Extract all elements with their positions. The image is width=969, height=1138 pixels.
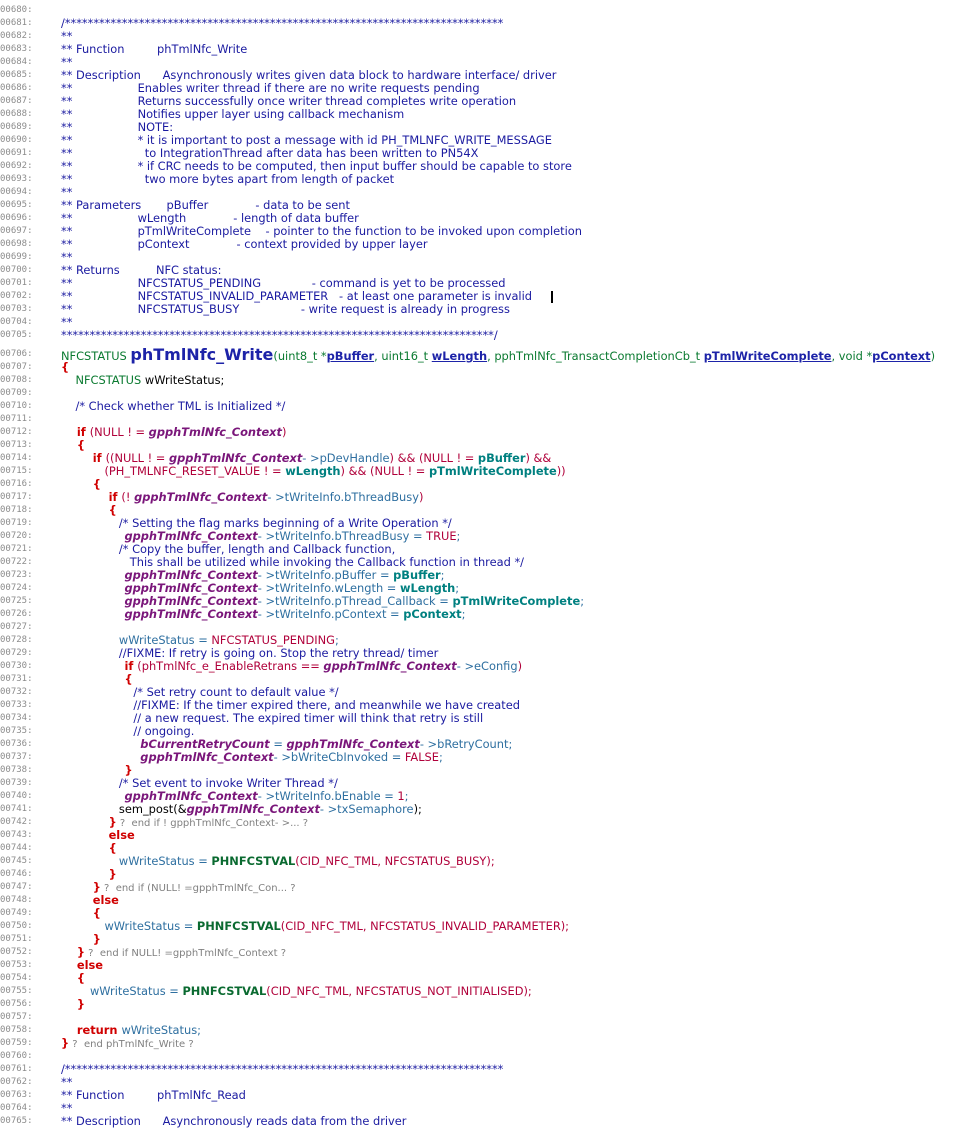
code-token: gpphTmlNfc_Context [168, 451, 303, 465]
line-number: 00729: [0, 648, 33, 658]
line-number: 00715: [0, 466, 33, 476]
code-token: else [61, 893, 119, 907]
line-number: 00714: [0, 453, 33, 463]
code-token: } [61, 997, 85, 1011]
line-number: 00745: [0, 856, 33, 866]
code-token: pBuffer [393, 568, 441, 582]
code-token: gpphTmlNfc_Context [61, 789, 258, 803]
line-number: 00732: [0, 687, 33, 697]
code-token: ; [334, 633, 339, 647]
line-number: 00712: [0, 427, 33, 437]
line-number: 00710: [0, 401, 33, 411]
code-token: if [61, 451, 106, 465]
line-number: 00759: [0, 1038, 33, 1048]
line-number: 00719: [0, 518, 33, 528]
code-token: ** [61, 55, 73, 69]
code-token: - >tWriteInfo.pThread_Callback = [257, 594, 453, 608]
code-token: ** wLength - length of data buffer [61, 211, 359, 225]
code-token: /* Check whether TML is Initialized */ [61, 399, 286, 413]
line-number: 00743: [0, 830, 33, 840]
fold-marker[interactable]: ? end if NULL! =gpphTmlNfc_Context ? [84, 948, 286, 959]
line-number: 00728: [0, 635, 33, 645]
line-number: 00694: [0, 187, 33, 197]
code-token: ** NFCSTATUS_BUSY - write request is already in progress [61, 302, 510, 316]
line-code [61, 400, 285, 413]
line-number: 00688: [0, 109, 33, 119]
line-number: 00754: [0, 973, 33, 983]
line-number: 00721: [0, 544, 33, 554]
line-number: 00718: [0, 505, 33, 515]
code-token: sem_post(& [61, 802, 187, 816]
line-code [61, 465, 566, 478]
line-number: 00755: [0, 986, 33, 996]
code-token: NFCSTATUS [61, 349, 131, 363]
code-token: - >tWriteInfo.pBuffer = [257, 568, 394, 582]
line-number: 00713: [0, 440, 33, 450]
code-token: (PH_TMLNFC_RESET_VALUE ! = [61, 464, 286, 478]
line-number: 00704: [0, 317, 33, 327]
code-token: PHNFCSTVAL [211, 854, 296, 868]
code-token: ) && (NULL ! = [389, 451, 478, 465]
line-number: 00733: [0, 700, 33, 710]
code-token: gpphTmlNfc_Context [61, 568, 258, 582]
code-token: /***************************************************************************** [61, 1062, 504, 1076]
code-token: } [61, 1036, 70, 1050]
line-code [61, 426, 286, 439]
line-code [61, 608, 465, 621]
code-token: 1 [397, 789, 405, 803]
code-token: } [61, 932, 101, 946]
code-token: ** [61, 315, 73, 329]
line-number: 00742: [0, 817, 33, 827]
code-token: , void * [831, 349, 873, 363]
code-token: - >pDevHandle [302, 451, 390, 465]
code-token: - >txSemaphore [319, 802, 414, 816]
text-cursor [551, 291, 553, 303]
line-number: 00730: [0, 661, 33, 671]
code-token: /***************************************************************************** [61, 16, 504, 30]
code-token: ) [930, 349, 936, 363]
line-number: 00692: [0, 161, 33, 171]
fold-marker[interactable]: ? end if (NULL! =gpphTmlNfc_Con... ? [100, 883, 296, 894]
line-number: 00758: [0, 1025, 33, 1035]
code-token: ) && (NULL ! = [340, 464, 429, 478]
code-token: phTmlNfc_Write [130, 345, 274, 364]
line-number: 00707: [0, 362, 33, 372]
code-token: ** [61, 250, 73, 264]
code-token: ; [404, 789, 409, 803]
line-number: 00711: [0, 414, 33, 424]
code-token: (CID_NFC_TML, NFCSTATUS_NOT_INITIALISED); [266, 984, 532, 998]
code-token: pContext [872, 349, 931, 363]
code-token: - >bWriteCbInvoked = [273, 750, 405, 764]
code-token: } [61, 867, 117, 881]
line-number: 00731: [0, 674, 33, 684]
line-number: 00726: [0, 609, 33, 619]
code-token: wWriteStatus = [61, 919, 197, 933]
code-token: , pphTmlNfc_TransactCompletionCb_t [487, 349, 704, 363]
code-token: { [61, 906, 101, 920]
line-number: 00706: [0, 349, 33, 359]
code-token: ** [61, 1075, 73, 1089]
line-number: 00691: [0, 148, 33, 158]
line-number: 00735: [0, 726, 33, 736]
code-token: wWriteStatus = [61, 984, 183, 998]
code-token: wWriteStatus = [61, 854, 212, 868]
line-number: 00700: [0, 265, 33, 275]
line-number: 00716: [0, 479, 33, 489]
line-number: 00736: [0, 739, 33, 749]
code-token: ** Returns NFC status: [61, 263, 222, 277]
line-number: 00746: [0, 869, 33, 879]
code-token: ) [418, 490, 424, 504]
code-token: ) && [525, 451, 552, 465]
line-number: 00702: [0, 291, 33, 301]
code-token: ** two more bytes apart from length of packet [61, 172, 395, 186]
code-token: - >tWriteInfo.bEnable = [257, 789, 398, 803]
code-token: (uint8_t * [273, 349, 327, 363]
code-token: { [61, 841, 117, 855]
code-token: - >tWriteInfo.wLength = [257, 581, 400, 595]
line-number: 00748: [0, 895, 33, 905]
code-token: if [61, 659, 138, 673]
code-token: )) [556, 464, 566, 478]
line-code [61, 920, 569, 933]
code-token: wLength [399, 581, 456, 595]
line-number: 00724: [0, 583, 33, 593]
line-number: 00739: [0, 778, 33, 788]
line-number: 00689: [0, 122, 33, 132]
code-token: ; [456, 529, 461, 543]
code-token: else [61, 958, 103, 972]
code-token: PHNFCSTVAL [196, 919, 281, 933]
line-number: 00738: [0, 765, 33, 775]
line-number: 00703: [0, 304, 33, 314]
code-token: ; [438, 750, 443, 764]
code-token: // a new request. The expired timer will think that retry is still [61, 711, 484, 725]
code-token: wLength [431, 349, 488, 363]
code-token: , uint16_t [374, 349, 432, 363]
code-token: ) [517, 659, 523, 673]
line-number: 00756: [0, 999, 33, 1009]
code-token: - >tWriteInfo.pContext = [257, 607, 404, 621]
fold-marker[interactable]: ? end if ! gpphTmlNfc_Context- >... ? [116, 818, 309, 829]
code-token: pTmlWriteComplete [428, 464, 557, 478]
code-token: - >tWriteInfo.bThreadBusy = [257, 529, 427, 543]
code-token: ** Returns successfully once writer thread completes write operation [61, 94, 517, 108]
code-token: pBuffer [477, 451, 526, 465]
code-token: ** NFCSTATUS_INVALID_PARAMETER - at least one parameter is invalid [61, 289, 532, 303]
line-number: 00744: [0, 843, 33, 853]
code-token: if [61, 490, 122, 504]
code-token: /* Set retry count to default value */ [61, 685, 339, 699]
code-token: } [61, 880, 101, 894]
line-number: 00696: [0, 213, 33, 223]
code-token: gpphTmlNfc_Context [61, 594, 258, 608]
code-token: ** [61, 1101, 73, 1115]
line-number: 00751: [0, 934, 33, 944]
line-code [61, 998, 85, 1011]
line-number: 00701: [0, 278, 33, 288]
code-token: ((NULL ! = [105, 451, 169, 465]
code-token: FALSE [404, 750, 439, 764]
code-token: ** * it is important to post a message with id PH_TMLNFC_WRITE_MESSAGE [61, 133, 552, 147]
code-token: wWriteStatus; [144, 373, 225, 387]
code-token: pContext [403, 607, 462, 621]
code-token: gpphTmlNfc_Context [61, 581, 258, 595]
code-token: NFCSTATUS_PENDING [211, 633, 335, 647]
code-token: This shall be utilized while invoking the Callback function in thread */ [61, 555, 524, 569]
code-token: } [61, 763, 133, 777]
line-number: 00734: [0, 713, 33, 723]
line-code [61, 1063, 503, 1076]
code-token: gpphTmlNfc_Context [61, 529, 258, 543]
line-code [61, 855, 495, 868]
line-number: 00687: [0, 96, 33, 106]
code-token: if [61, 425, 90, 439]
code-token: ; [440, 568, 445, 582]
line-number: 00737: [0, 752, 33, 762]
line-number: 00698: [0, 239, 33, 249]
code-token: bCurrentRetryCount [61, 737, 270, 751]
code-token: { [61, 503, 117, 517]
code-token: NFCSTATUS [61, 373, 145, 387]
code-token: (phTmlNfc_e_EnableRetrans == [137, 659, 324, 673]
code-token: ** to IntegrationThread after data has been written to PN54X [61, 146, 479, 160]
code-token: ; [580, 594, 585, 608]
line-code [61, 173, 394, 186]
line-number: 00747: [0, 882, 33, 892]
line-number: 00683: [0, 44, 33, 54]
code-token: (CID_NFC_TML, NFCSTATUS_INVALID_PARAMETER); [280, 919, 570, 933]
line-number: 00685: [0, 70, 33, 80]
code-token: pTmlWriteComplete [452, 594, 581, 608]
line-number: 00705: [0, 330, 33, 340]
code-token: = [269, 737, 287, 751]
code-token: - >eConfig [456, 659, 518, 673]
line-number: 00760: [0, 1051, 33, 1061]
line-number: 00690: [0, 135, 33, 145]
line-number: 00720: [0, 531, 33, 541]
code-token: (NULL ! = [89, 425, 149, 439]
line-number: 00762: [0, 1077, 33, 1087]
code-token: ; [461, 607, 466, 621]
code-token: /* Set event to invoke Writer Thread */ [61, 776, 338, 790]
code-token: ); [413, 802, 422, 816]
line-code [61, 1024, 201, 1037]
fold-marker[interactable]: ? end phTmlNfc_Write ? [69, 1039, 194, 1050]
code-token: ** * if CRC needs to be computed, then input buffer should be capable to store [61, 159, 572, 173]
code-token: ** Description Asynchronously reads data from the driver [61, 1114, 407, 1128]
line-number: 00684: [0, 57, 33, 67]
code-token: } [61, 815, 117, 829]
code-token: pBuffer [326, 349, 375, 363]
code-token: (CID_NFC_TML, NFCSTATUS_BUSY); [295, 854, 495, 868]
code-token: ** Enables writer thread if there are no write requests pending [61, 81, 480, 95]
code-token: { [61, 477, 101, 491]
code-token: ; [455, 581, 460, 595]
code-token: ** [61, 29, 73, 43]
code-token: wWriteStatus; [121, 1023, 201, 1037]
code-token: gpphTmlNfc_Context [148, 425, 282, 439]
code-token: // ongoing. [61, 724, 195, 738]
code-token: gpphTmlNfc_Context [61, 607, 258, 621]
code-token: ** Parameters pBuffer - data to be sent [61, 198, 350, 212]
code-token: gpphTmlNfc_Context [134, 490, 268, 504]
line-number: 00763: [0, 1090, 33, 1100]
code-token: //FIXME: If the timer expired there, and meanwhile we have created [61, 698, 520, 712]
code-token: TRUE [426, 529, 457, 543]
line-number: 00749: [0, 908, 33, 918]
code-token: gpphTmlNfc_Context [323, 659, 457, 673]
line-code [61, 238, 428, 251]
code-token: /* Copy the buffer, length and Callback function, [61, 542, 396, 556]
code-token: - >bRetryCount; [419, 737, 513, 751]
line-number: 00740: [0, 791, 33, 801]
line-code [61, 345, 935, 366]
line-number: 00708: [0, 375, 33, 385]
line-number: 00765: [0, 1116, 33, 1126]
line-number: 00695: [0, 200, 33, 210]
code-token: ** pTmlWriteComplete - pointer to the function to be invoked upon completion [61, 224, 582, 238]
line-number: 00727: [0, 622, 33, 632]
line-number: 00681: [0, 18, 33, 28]
code-token: { [61, 438, 85, 452]
code-token: } [61, 945, 85, 959]
line-code [61, 985, 532, 998]
code-token: wLength [285, 464, 341, 478]
line-code [61, 1037, 194, 1051]
code-token: ** Notifies upper layer using callback mechanism [61, 107, 405, 121]
line-number: 00680: [0, 5, 33, 15]
line-number: 00697: [0, 226, 33, 236]
code-token: gpphTmlNfc_Context [61, 750, 274, 764]
line-number: 00725: [0, 596, 33, 606]
line-code [61, 17, 503, 30]
code-token: - >tWriteInfo.bThreadBusy [267, 490, 419, 504]
line-code [61, 303, 510, 316]
line-number: 00764: [0, 1103, 33, 1113]
line-code [61, 329, 498, 342]
line-number: 00693: [0, 174, 33, 184]
line-number: 00709: [0, 388, 33, 398]
code-token: { [61, 360, 70, 374]
line-code [61, 374, 224, 387]
code-token: ** pContext - context provided by upper layer [61, 237, 428, 251]
line-number: 00752: [0, 947, 33, 957]
line-number: 00757: [0, 1012, 33, 1022]
code-token: ** NOTE: [61, 120, 174, 134]
code-token: //FIXME: If retry is going on. Stop the retry thread/ timer [61, 646, 439, 660]
code-token: { [61, 672, 133, 686]
code-token: /* Setting the flag marks beginning of a Write Operation */ [61, 516, 452, 530]
line-number: 00753: [0, 960, 33, 970]
code-token: ) [281, 425, 287, 439]
code-token: return [61, 1023, 122, 1037]
code-token: wWriteStatus = [61, 633, 212, 647]
code-token: ****************************************************************************/ [61, 328, 498, 342]
line-number: 00717: [0, 492, 33, 502]
line-number: 00722: [0, 557, 33, 567]
code-token: ** Function phTmlNfc_Read [61, 1088, 246, 1102]
code-token: { [61, 971, 85, 985]
line-number: 00723: [0, 570, 33, 580]
line-code [61, 1115, 406, 1128]
code-token: ** Function phTmlNfc_Write [61, 42, 248, 56]
line-code [61, 1089, 246, 1102]
line-number: 00682: [0, 31, 33, 41]
code-token: ** Description Asynchronously writes given data block to hardware interface/ driver [61, 68, 557, 82]
code-token: ** NFCSTATUS_PENDING - command is yet to be processed [61, 276, 506, 290]
line-code [61, 43, 247, 56]
line-number: 00741: [0, 804, 33, 814]
code-token: gpphTmlNfc_Context [286, 737, 420, 751]
code-token: gpphTmlNfc_Context [186, 802, 320, 816]
line-number: 00686: [0, 83, 33, 93]
code-token: PHNFCSTVAL [182, 984, 267, 998]
code-token: else [61, 828, 135, 842]
line-number: 00761: [0, 1064, 33, 1074]
line-number: 00699: [0, 252, 33, 262]
code-token: ** [61, 185, 73, 199]
code-token: (! [121, 490, 135, 504]
line-number: 00750: [0, 921, 33, 931]
code-token: pTmlWriteComplete [703, 349, 832, 363]
